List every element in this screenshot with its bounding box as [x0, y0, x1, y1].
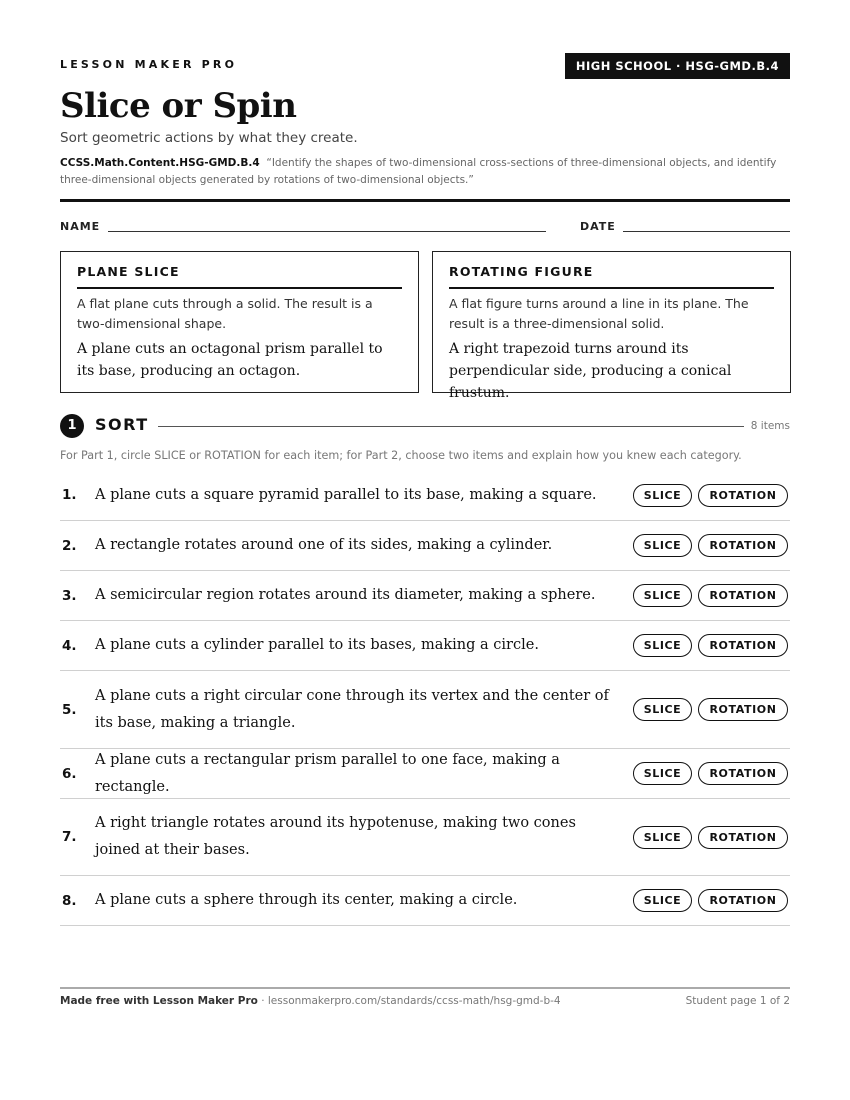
section-number-badge: 1: [60, 414, 84, 438]
plane-slice-card: [60, 251, 419, 393]
card-example: A plane cuts an octagonal prism parallel to its base, producing an octagon.: [77, 341, 383, 379]
name-field[interactable]: [108, 231, 546, 232]
rotation-option-button[interactable]: ROTATION: [698, 762, 788, 785]
section-instructions: For Part 1, circle SLICE or ROTATION for each item; for Part 2, choose two items and explain how you knew each category.: [60, 449, 742, 462]
item-number: 3.: [62, 587, 77, 604]
rotation-option-button[interactable]: ROTATION: [698, 889, 788, 912]
answer-options: [633, 826, 788, 849]
rotation-option-button[interactable]: ROTATION: [698, 584, 788, 607]
slice-option-button[interactable]: SLICE: [633, 698, 692, 721]
item-text: A plane cuts a rectangular prism parallel to one face, making a rectangle.: [95, 751, 560, 795]
date-label: DATE: [580, 220, 616, 233]
item-number: 2.: [62, 537, 77, 554]
card-example: A right trapezoid turns around its perpendicular side, producing a conical frustum.: [449, 341, 732, 401]
slice-option-button[interactable]: SLICE: [633, 762, 692, 785]
page-subtitle: Sort geometric actions by what they create.: [60, 130, 358, 146]
card-divider: [77, 287, 402, 289]
item-text: A plane cuts a sphere through its center, making a circle.: [95, 892, 518, 908]
item-number: 6.: [62, 765, 77, 782]
slice-option-button[interactable]: SLICE: [633, 826, 692, 849]
slice-option-button[interactable]: SLICE: [633, 634, 692, 657]
card-divider: [449, 287, 774, 289]
page-title: Slice or Spin: [60, 86, 297, 126]
header-divider: [60, 199, 790, 202]
answer-options: [633, 634, 788, 657]
footer-divider: [60, 987, 790, 989]
list-item: [60, 571, 790, 621]
answer-options: [633, 534, 788, 557]
footer-url: · lessonmakerpro.com/standards/ccss-math/hsg-gmd-b-4: [257, 995, 561, 1007]
answer-options: [633, 762, 788, 785]
list-item: [60, 671, 790, 749]
item-count: 8 items: [750, 420, 790, 432]
item-number: 1.: [62, 487, 77, 503]
sort-item-list: [60, 470, 790, 926]
list-item: [60, 876, 790, 926]
footer-page-number: Student page 1 of 2: [685, 995, 790, 1007]
standard-description: [60, 155, 790, 188]
rotation-option-button[interactable]: ROTATION: [698, 534, 788, 557]
list-item: [60, 621, 790, 671]
slice-option-button[interactable]: SLICE: [633, 534, 692, 557]
name-label: NAME: [60, 220, 101, 233]
rotation-option-button[interactable]: ROTATION: [698, 634, 788, 657]
grade-standard-badge: HIGH SCHOOL · HSG-GMD.B.4: [565, 53, 790, 79]
item-text: A plane cuts a square pyramid parallel to its base, making a square.: [95, 486, 597, 503]
rotation-option-button[interactable]: ROTATION: [698, 698, 788, 721]
rotating-figure-card: [432, 251, 791, 401]
standard-text: “Identify the shapes of two-dimensional cross-sections of three-dimensional objects, and identify three-dimensional objects generated by rotations of two-dimensional objects.”: [60, 157, 777, 186]
item-text: A plane cuts a cylinder parallel to its bases, making a circle.: [95, 637, 539, 653]
item-text: A rectangle rotates around one of its sides, making a cylinder.: [95, 537, 553, 553]
item-number: 5.: [62, 701, 77, 718]
list-item: [60, 521, 790, 571]
answer-options: [633, 484, 788, 507]
date-field[interactable]: [623, 231, 790, 232]
footer-credit: [60, 995, 561, 1007]
item-text: A plane cuts a right circular cone through its vertex and the center of its base, making a triangle.: [95, 687, 609, 731]
brand-name: LESSON MAKER PRO: [60, 58, 238, 71]
item-text: A right triangle rotates around its hypotenuse, making two cones joined at their bases.: [95, 815, 576, 858]
card-title: PLANE SLICE: [77, 264, 180, 279]
item-number: 8.: [62, 892, 77, 909]
list-item: [60, 799, 790, 876]
answer-options: [633, 889, 788, 912]
section-title: SORT: [95, 415, 149, 434]
list-item: [60, 470, 790, 521]
section-divider: [158, 426, 744, 427]
item-number: 4.: [62, 637, 77, 654]
slice-option-button[interactable]: SLICE: [633, 484, 692, 507]
item-number: 7.: [62, 829, 77, 845]
slice-option-button[interactable]: SLICE: [633, 584, 692, 607]
list-item: [60, 749, 790, 799]
answer-options: [633, 698, 788, 721]
rotation-option-button[interactable]: ROTATION: [698, 826, 788, 849]
item-text: A semicircular region rotates around its diameter, making a sphere.: [95, 587, 596, 603]
standard-code: CCSS.Math.Content.HSG-GMD.B.4: [60, 157, 260, 169]
card-title: ROTATING FIGURE: [449, 264, 594, 279]
card-definition: A flat figure turns around a line in its plane. The result is a three-dimensional solid.: [449, 296, 749, 331]
worksheet-page: [60, 0, 790, 1100]
rotation-option-button[interactable]: ROTATION: [698, 484, 788, 507]
footer-made-with: Made free with Lesson Maker Pro: [60, 995, 258, 1007]
card-definition: A flat plane cuts through a solid. The result is a two-dimensional shape.: [77, 296, 373, 331]
answer-options: [633, 584, 788, 607]
slice-option-button[interactable]: SLICE: [633, 889, 692, 912]
